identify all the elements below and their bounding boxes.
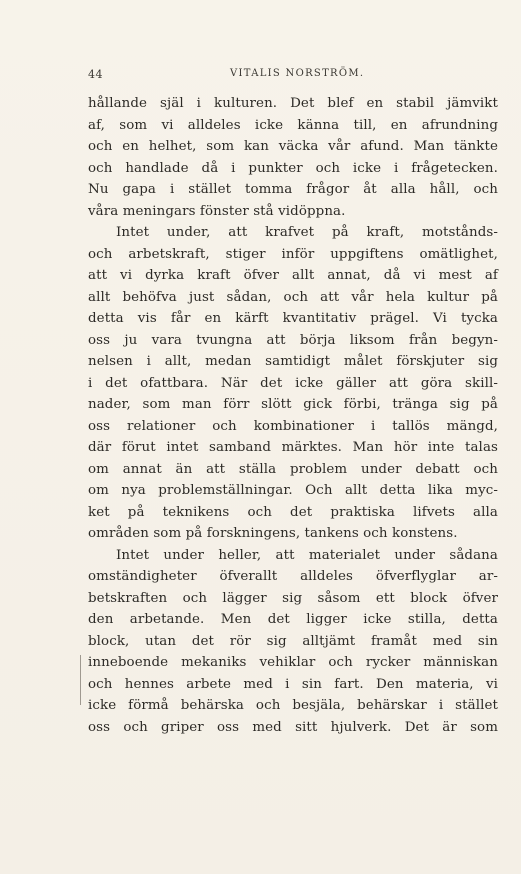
page-header [88,68,492,82]
text-line: i det ofattbara. När det icke gäller att göra skill- [88,375,498,391]
text-line: Intet under heller, att materialet under sådana [116,547,498,563]
text-line: nader, som man förr slött gick förbi, tränga sig på [88,397,498,412]
text-line: ket på teknikens och det praktiska lifvets alla [88,504,498,520]
text-line: och handlade då i punkter och icke i frågetecken. [88,160,498,176]
text-line: där förut intet samband märktes. Man hör inte talas [88,440,498,455]
text-line: Nu gapa i stället tomma frågor åt alla håll, och [88,182,498,197]
text-line: block, utan det rör sig alltjämt framåt med sin [88,633,498,649]
text-line: allt behöfva just sådan, och att vår hela kultur på [88,289,498,305]
text-line: oss ju vara tvungna att börja liksom från begyn- [88,332,498,348]
text-line: våra meningars fönster stå vidöppna. [88,203,346,219]
text-line: detta vis får en kärft kvantitativ prägel. Vi tycka [88,311,498,326]
text-line: af, som vi alldeles icke känna till, en afrundning [88,117,498,133]
text-line: inneboende mekaniks vehiklar och rycker människan [88,655,498,670]
page-number: 44 [88,68,103,81]
text-line: och arbetskraft, stiger inför uppgiftens omätlighet, [88,246,498,262]
text-line: omständigheter öfverallt alldeles öfverflyglar ar- [88,569,498,584]
text-line: och en helhet, som kan väcka vår afund. Man tänkte [88,139,498,154]
text-line: om annat än att ställa problem under debatt och [88,461,498,477]
text-line: hållande själ i kulturen. Det blef en stabil jämvikt [88,96,498,111]
text-line: den arbetande. Men det ligger icke stilla, detta [88,612,498,627]
text-line: om nya problemställningar. Och allt detta lika myc- [88,483,498,498]
text-line: betskraften och lägger sig såsom ett block öfver [88,590,498,606]
text-line: oss och griper oss med sitt hjulverk. Det är som [88,719,498,735]
body-text [88,93,498,738]
text-line: oss relationer och kombinationer i tallös mängd, [88,418,498,434]
text-line: att vi dyrka kraft öfver allt annat, då vi mest af [88,268,498,283]
text-line: områden som på forskningens, tankens och konstens. [88,526,458,541]
running-head: VITALIS NORSTRÖM. [230,68,365,79]
text-line: icke förmå behärska och besjäla, behärskar i stället [88,698,498,713]
text-line: Intet under, att krafvet på kraft, motstånds- [116,225,498,240]
text-line: och hennes arbete med i sin fart. Den materia, vi [88,676,498,692]
text-line: nelsen i allt, medan samtidigt målet förskjuter sig [88,354,498,369]
margin-mark [80,655,83,705]
